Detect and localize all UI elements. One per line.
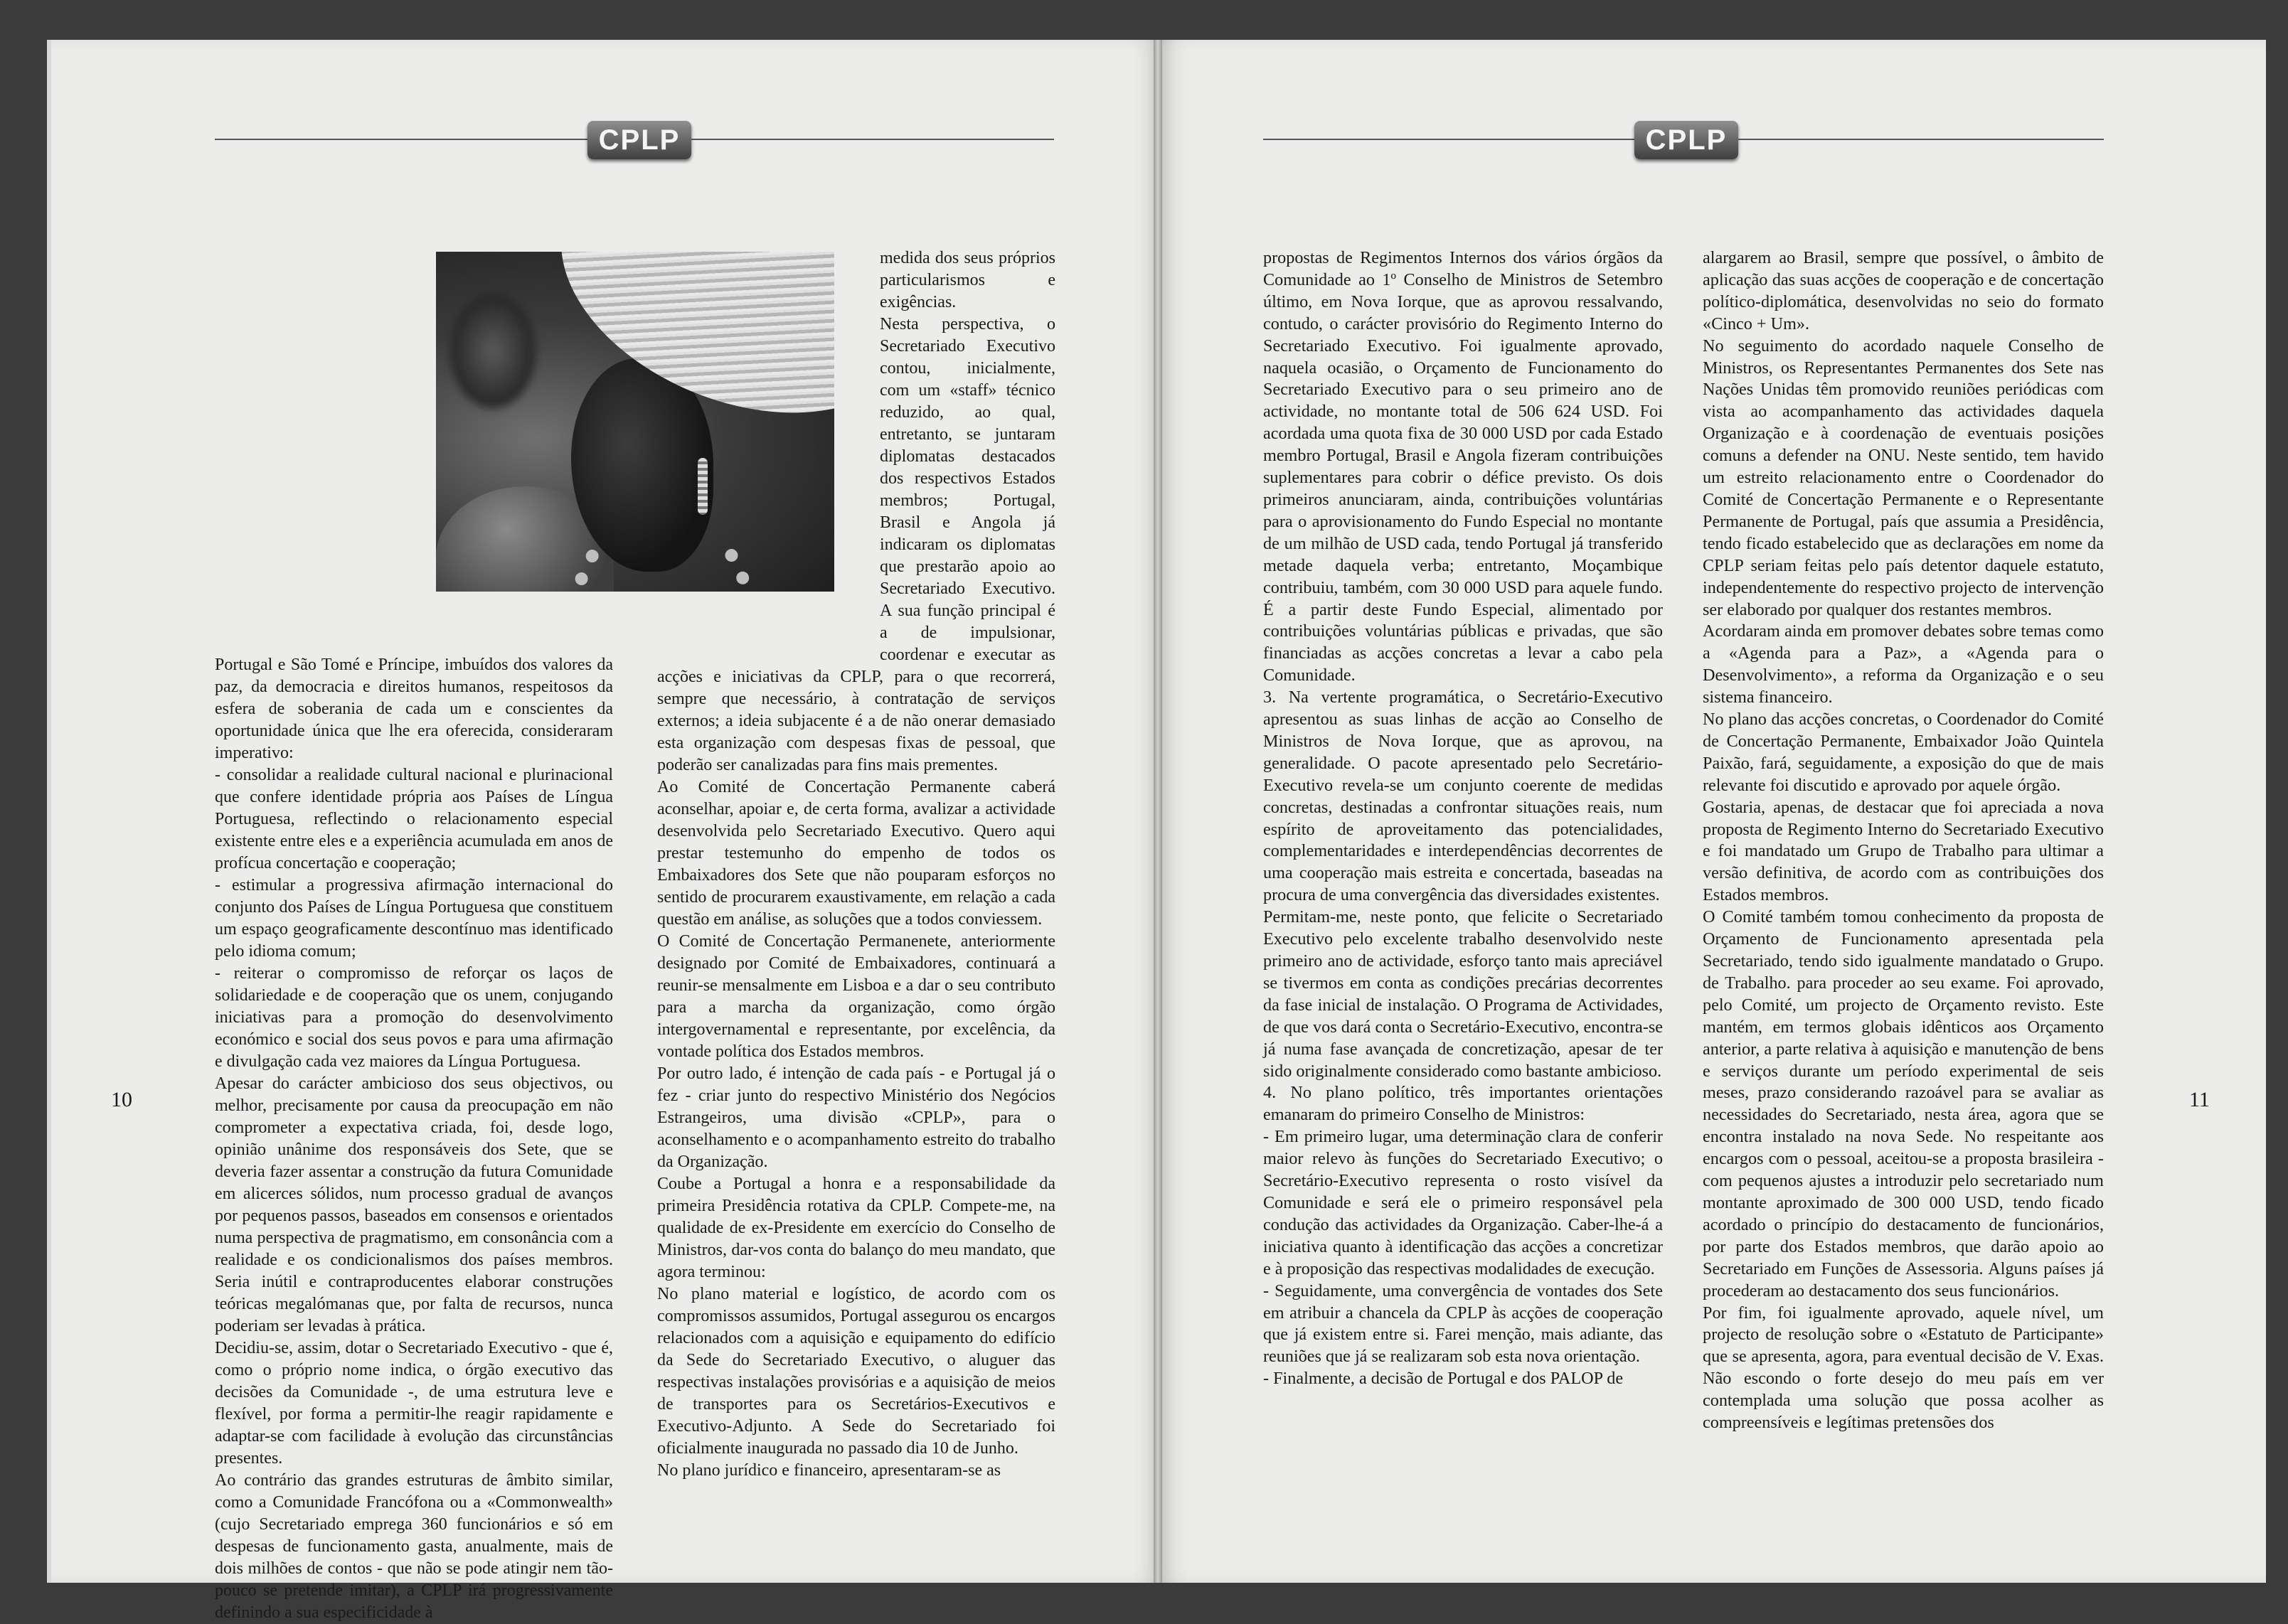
paragraph: - consolidar a realidade cultural nacional e plurinacional que confere identidade própria aos Países de Língua Portuguesa, reflectindo o relacionamento especial existente entre eles e a experiência acumulada em anos de profícua concertação e cooperação; (215, 766, 613, 872)
photo-wrap-space (657, 247, 880, 654)
paragraph: Gostaria, apenas, de destacar que foi apreciada a nova proposta de Regimento Interno do Secretariado Executivo e foi mandatado um Grupo de Trabalho para ultimar a versão definitiva, de acordo com as contribuições dos Estados membros. (1703, 797, 2104, 905)
paragraph: Portugal e São Tomé e Príncipe, imbuídos dos valores da paz, da democracia e direitos humanos, respeitosos da esfera de soberania de cada um e conscientes da oportunidade única que lhe era oferecida, consideraram imperativo: (215, 656, 613, 762)
paragraph: - Seguidamente, uma convergência de vontades dos Sete em atribuir a chancela da CPLP às acções de cooperação que já existem entre si. Farei menção, mais adiante, das reuniões que já se realizaram sob esta nova orientação. (1263, 1281, 1663, 1367)
left-col-2 (657, 247, 1055, 1482)
paragraph: No plano jurídico e financeiro, apresentaram-se as (657, 1461, 1001, 1480)
header-rule-left-a (215, 139, 592, 140)
cplp-logo-right: CPLP (1634, 121, 1738, 159)
left-col-1 (215, 247, 613, 1624)
paragraph: No plano material e logístico, de acordo com os compromissos assumidos, Portugal assegurou os encargos relacionados com a aquisição e equipamento do edifício da Sede do Secretariado Executivo, o aluguer das respectivas instalações provisórias e a aquisição de meios de transportes para os Secretários-Executivos e Executivo-Adjunto. A Sede do Secretariado foi oficialmente inaugurada no passado dia 10 de Junho. (657, 1285, 1055, 1458)
page-number-left: 10 (111, 1088, 132, 1111)
paragraph: - Em primeiro lugar, uma determinação clara de conferir maior relevo às funções do Secretariado Executivo; o Secretário-Executivo representa o rosto visível da Comunidade e será ele o primeiro responsável pela condução das actividades da Organização. Caber-lhe-á a iniciativa quanto à identificação das acções a concretizar e à proposição das respectivas modalidades de execução. (1263, 1127, 1663, 1278)
paragraph: - Finalmente, a decisão de Portugal e dos PALOP de (1263, 1369, 1624, 1389)
paragraph: Coube a Portugal a honra e a responsabilidade da primeira Presidência rotativa da CPLP. Compete-me, na qualidade de ex-Presidente em exercício do Conselho de Ministros, dar-vos conta do balanço do meu mandato, que agora terminou: (657, 1175, 1055, 1281)
paragraph: Ao Comité de Concertação Permanente caberá aconselhar, apoiar e, de certa forma, avalizar a actividade desenvolvida pelo Secretariado Executivo. Quero aqui prestar testemunho do empenho de todos os Embaixadores dos Sete que não pouparam esforços no sentido de procurarem exaustivamente, em relação a cada questão em análise, as soluções que a todos conviessem. (657, 778, 1055, 929)
page-number-right: 11 (2189, 1088, 2210, 1111)
right-col-1 (1263, 247, 1663, 1390)
paragraph: Nesta perspectiva, o Secretariado Executivo contou, inicialmente, com um «staff» técnico reduzido, ao qual, entretanto, se juntaram diplomatas destacados dos respectivos Estados membros; Portugal, Brasil e Angola já indicaram os diplomatas que prestarão apoio ao Secretariado Executivo. A sua função principal é a de impulsionar, coordenar e executar as acções e iniciativas da CPLP, para o que recorrerá, sempre que necessário, à contratação de serviços externos; a ideia subjacente é a de não onerar demasiado esta organização com despesas fixas de pessoal, que poderão ser canalizadas para fins mais prementes. (657, 315, 1055, 774)
paragraph: O Comité também tomou conhecimento da proposta de Orçamento de Funcionamento apresentada pela Secretariado, tendo sido igualmente mandatado o Grupo. de Trabalho. para proceder ao seu exame. Foi aprovado, pelo Comité, um projecto de Orçamento revisto. Este mantém, em termos globais idênticos aos Orçamento anterior, a parte relativa à aquisição e manutenção de bens e serviços durante um período experimental de seis meses, prazo considerando razoável para se avaliar as necessidades do Secretariado, nesta área, agora que se encontra instalado na nova Sede. No respeitante aos encargos com o pessoal, aceitou-se a proposta brasileira - com pequenos ajustes a introduzir pelo secretariado num montante aproximado de 300 000 USD, tendo ficado acordado o princípio do destacamento de funcionários, por parte dos Estados membros, que darão apoio ao Secretariado em Funções de Assessoria. Alguns países já procederam ao destacamento dos seus funcionários. (1703, 907, 2104, 1300)
paragraph: propostas de Regimentos Internos dos vários órgãos da Comunidade ao 1º Conselho de Ministros de Setembro último, em Nova Iorque, que as aprovou ressalvando, contudo, o carácter provisório do Regimento Interno do Secretariado Executivo. Foi igualmente aprovado, naquela ocasião, o Orçamento de Funcionamento do Secretariado Executivo para o seu primeiro ano de actividade, no montante total de 506 624 USD. Foi acordada uma quota fixa de 30 000 USD por cada Estado membro Portugal, Brasil e Angola fizeram contribuições suplementares para cobrir o défice previsto. Os dois primeiros anunciaram, ainda, contribuições voluntárias para o aprovisionamento do Fundo Especial no montante de um milhão de USD cada, tendo Portugal já transferido metade daquela verba; entretanto, Moçambique contribuiu, também, com 30 000 USD para aquele fundo. É a partir deste Fundo Especial, alimentado por contribuições voluntárias públicas e privadas, que são financiadas as acções concretas a levar a cabo pela Comunidade. (1263, 248, 1663, 685)
paragraph: No plano das acções concretas, o Coordenador do Comité de Concertação Permanente, Embaixador João Quintela Paixão, fará, seguidamente, a exposição do que de mais relevante foi discutido e aprovado por aquele órgão. (1703, 710, 2104, 795)
paragraph: O Comité de Concertação Permanenete, anteriormente designado por Comité de Embaixadores, continuará a reunir-se mensalmente em Lisboa e a dar o seu contributo para a marcha da organização, como órgão intergovernamental e representante, por excelência, da vontade política dos Estados membros. (657, 932, 1055, 1061)
cplp-logo-left: CPLP (587, 121, 691, 159)
paragraph: Ao contrário das grandes estruturas de âmbito similar, como a Comunidade Francófona ou a «Commonwealth» (cujo Secretariado emprega 360 funcionários e só em despesas de funcionamento gasta, anualmente, mais de dois milhões de contos - que não se pode atingir nem tão-pouco se pretende imitar), a CPLP irá progressivamente definindo a sua especificidade à (215, 1471, 613, 1622)
header-rule-left-b (691, 139, 1054, 140)
paragraph: Permitam-me, neste ponto, que felicite o Secretariado Executivo pelo excelente trabalho desenvolvido neste primeiro ano de actividade, esforço tanto mais apreciável se tivermos em conta as condições precárias decorrentes da fase inicial de instalação. O Programa de Actividades, de que vos dará conta o Secretário-Executivo, encontra-se já numa fase avançada de concretização, apesar de ter sido originalmente considerado como bastante ambicioso. (1263, 907, 1663, 1081)
paragraph: medida dos seus próprios particularismos e exigências. (880, 249, 1055, 311)
paragraph: Apesar do carácter ambicioso dos seus objectivos, ou melhor, precisamente por causa da preocupação em não comprometer a expectativa criada, foi, desde logo, opinião unânime dos responsáveis dos Sete, que se deveria fazer assentar a construção da futura Comunidade em alicerces sólidos, num processo gradual de avanços por pequenos passos, baseados em consensos e orientados numa perspectiva de pragmatismo, em consonância com a realidade e os condicionalismos dos países membros. Seria inútil e contraproducentes elaborar construções teóricas megalómanas que, por falta de recursos, nunca poderiam ser levadas à prática. (215, 1074, 613, 1335)
paragraph: 4. No plano político, três importantes orientações emanaram do primeiro Conselho de Ministros: (1263, 1083, 1663, 1125)
paragraph: No seguimento do acordado naquele Conselho de Ministros, os Representantes Permanentes dos Sete nas Nações Unidas têm promovido reuniões periódicas com vista ao acompanhamento das actividades daquela Organização e à coordenação de eventuais posições comuns a defender na ONU. Neste sentido, tem havido um estreito relacionamento entre o Coordenador do Comité de Concertação Permanente e o Representante Permanente de Portugal, país que assumia a Presidência, tendo ficado estabelecido que as declarações em nome da CPLP seriam feitas pelo país detentor daquele estatuto, independentemente do respectivo projecto de intervenção ser elaborado por qualquer dos restantes membros. (1703, 336, 2104, 619)
paragraph: alargarem ao Brasil, sempre que possível, o âmbito de aplicação das suas acções de cooperação e de concertação político-diplomática, desenvolvidas no seio do formato «Cinco + Um». (1703, 248, 2104, 333)
header-rule-right-a (1263, 139, 1640, 140)
paragraph: Decidiu-se, assim, dotar o Secretariado Executivo - que é, como o próprio nome indica, o órgão executivo das decisões da Comunidade -, de uma estrutura leve e flexível, por forma a permitir-lhe reagir rapidamente e adaptar-se com facilidade à evolução das circunstâncias presentes. (215, 1339, 613, 1468)
paragraph: Por fim, foi igualmente aprovado, aquele nível, um projecto de resolução sobre o «Estatuto de Participante» que se apresenta, agora, para eventual decisão de V. Exas. Não escondo o forte desejo do meu país em ver contemplada uma solução que possa acolher as compreensíveis e legítimas pretensões dos (1703, 1303, 2104, 1433)
photo-wrap-space (169, 247, 613, 654)
header-rule-right-b (1738, 139, 2104, 140)
right-col-2 (1703, 247, 2104, 1434)
book-gutter (1154, 40, 1162, 1583)
paragraph: - estimular a progressiva afirmação internacional do conjunto dos Países de Língua Portuguesa que constituem um espaço geograficamente descontínuo mas identificado pelo idioma comum; (215, 876, 613, 961)
paragraph: Acordaram ainda em promover debates sobre temas como a «Agenda para a Paz», a «Agenda para o Desenvolvimento», a reforma da Organização e o seu sistema financeiro. (1703, 621, 2104, 707)
paragraph: Por outro lado, é intenção de cada país - e Portugal já o fez - criar junto do respectivo Ministério dos Negócios Estrangeiros, uma divisão «CPLP», para o aconselhamento e o acompanhamento estreito do trabalho da Organização. (657, 1064, 1055, 1171)
paragraph: 3. Na vertente programática, o Secretário-Executivo apresentou as suas linhas de acção ao Conselho de Ministros de Nova Iorque, que as aprovou, na generalidade. O pacote apresentado pelo Secretário-Executivo revela-se um conjunto coerente de medidas concretas, destinadas a confrontar situações reais, num espírito de aproveitamento das potencialidades, complementaridades e interdependências decorrentes de uma cooperação mais estreita e concertada, baseadas na procura de uma convergência das diversidades existentes. (1263, 688, 1663, 905)
paragraph: - reiterar o compromisso de reforçar os laços de solidariedade e de cooperação que os unem, conjugando iniciativas para a promoção do desenvolvimento económico e social dos seus povos e para uma afirmação e divulgação cada vez maiores da Língua Portuguesa. (215, 964, 613, 1071)
